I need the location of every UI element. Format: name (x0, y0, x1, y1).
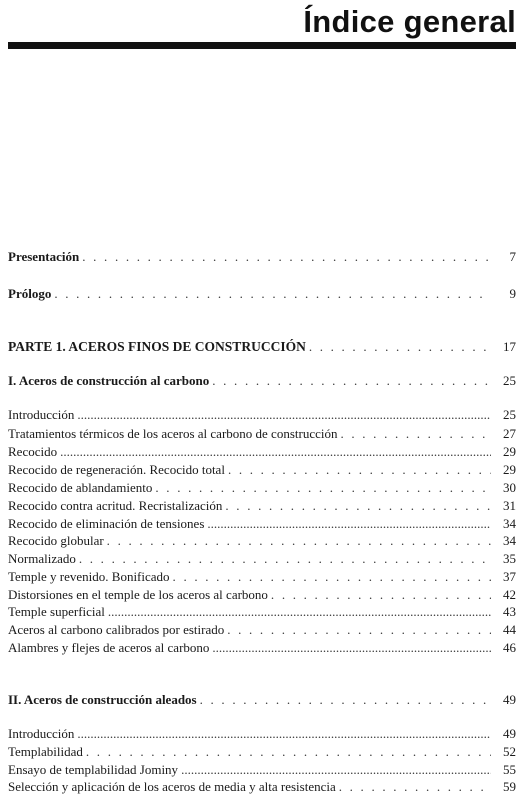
toc-entry-page: 27 (503, 426, 516, 441)
toc-entry[interactable] (8, 587, 516, 603)
toc-entry[interactable] (8, 569, 516, 585)
toc-entry-label: Temple superficial (8, 604, 105, 619)
dot-leader (212, 640, 491, 656)
toc-entry[interactable] (8, 551, 516, 567)
toc-entry-page: 37 (503, 569, 516, 584)
dot-leader (227, 622, 491, 638)
toc-entry-label: Temple y revenido. Bonificado (8, 569, 170, 584)
toc-entry[interactable] (8, 744, 516, 760)
toc-entry[interactable] (8, 762, 516, 778)
toc-entry-label: Recocido contra acritud. Recristalización (8, 498, 223, 513)
toc-entry-page: 9 (509, 286, 516, 301)
toc-entry-label: II. Aceros de construcción aleados (8, 692, 197, 707)
toc-entry-label: PARTE 1. ACEROS FINOS DE CONSTRUCCIÓN (8, 339, 306, 354)
toc-entry-page: 29 (503, 444, 516, 459)
dot-leader (200, 692, 491, 708)
dot-leader (54, 286, 491, 302)
dot-leader (77, 407, 491, 423)
toc-entry[interactable] (8, 426, 516, 442)
toc-entry-page: 43 (503, 604, 516, 619)
toc-entry-page: 52 (503, 744, 516, 759)
toc-entry-label: Recocido globular (8, 533, 104, 548)
dot-leader (271, 587, 491, 603)
toc-entry-page: 7 (509, 249, 516, 264)
header-rule (8, 42, 516, 49)
toc-entry-page: 31 (503, 498, 516, 513)
toc-entry-label: I. Aceros de construcción al carbono (8, 373, 210, 388)
toc-entry-page: 35 (503, 551, 516, 566)
dot-leader (82, 249, 491, 265)
toc-entry-page: 25 (503, 407, 516, 422)
dot-leader (86, 744, 491, 760)
toc-entry-label: Tratamientos térmicos de los aceros al carbono de construcción (8, 426, 338, 441)
dot-leader (107, 533, 491, 549)
toc-entry-label: Introducción (8, 407, 75, 422)
toc-entry[interactable] (8, 533, 516, 549)
dot-leader (77, 726, 491, 742)
toc-entry[interactable] (8, 480, 516, 496)
toc-entry-label: Templabilidad (8, 744, 83, 759)
toc-entry-label: Normalizado (8, 551, 76, 566)
toc-entry-page: 49 (503, 692, 516, 707)
toc-entry-page: 44 (503, 622, 516, 637)
toc-entry-page: 34 (503, 533, 516, 548)
dot-leader (340, 426, 491, 442)
toc-entry[interactable] (8, 498, 516, 514)
dot-leader (155, 480, 491, 496)
toc-entry[interactable] (8, 622, 516, 638)
toc-entry-page: 46 (503, 640, 516, 655)
page-title: Índice general (303, 4, 516, 39)
toc-entry[interactable] (8, 726, 516, 742)
toc-entry[interactable] (8, 604, 516, 620)
toc-entry-label: Prólogo (8, 286, 52, 301)
toc-entry-presentacion[interactable] (8, 249, 516, 265)
dot-leader (339, 779, 491, 795)
toc-entry[interactable] (8, 444, 516, 460)
toc-entry[interactable] (8, 407, 516, 423)
dot-leader (228, 462, 491, 478)
dot-leader (60, 444, 491, 460)
dot-leader (173, 569, 491, 585)
toc-entry-chapter-2[interactable] (8, 692, 516, 708)
toc-entry-label: Alambres y flejes de aceros al carbono (8, 640, 210, 655)
toc-entry-page: 29 (503, 462, 516, 477)
toc-entry-page: 17 (503, 339, 516, 354)
dot-leader (207, 516, 491, 532)
dot-leader (309, 339, 491, 355)
toc-entry-prologo[interactable] (8, 286, 516, 302)
toc-entry-page: 25 (503, 373, 516, 388)
toc-entry-label: Recocido de ablandamiento (8, 480, 153, 495)
toc-entry-page: 49 (503, 726, 516, 741)
toc-entry[interactable] (8, 779, 516, 795)
toc-entry-page: 42 (503, 587, 516, 602)
toc-entry-page: 34 (503, 516, 516, 531)
toc-entry[interactable] (8, 462, 516, 478)
dot-leader (108, 604, 491, 620)
toc-entry-label: Presentación (8, 249, 80, 264)
toc-entry-label: Distorsiones en el temple de los aceros al carbono (8, 587, 268, 602)
toc-entry-label: Ensayo de templabilidad Jominy (8, 762, 179, 777)
toc-entry-label: Recocido de eliminación de tensiones (8, 516, 205, 531)
dot-leader (181, 762, 491, 778)
toc-entry[interactable] (8, 516, 516, 532)
toc-entry-label: Selección y aplicación de los aceros de media y alta resistencia (8, 779, 336, 794)
toc-entry-label: Recocido (8, 444, 58, 459)
toc-entry[interactable] (8, 640, 516, 656)
toc-entry-label: Introducción (8, 726, 75, 741)
toc-entry-chapter-1[interactable] (8, 373, 516, 389)
toc-entry-label: Aceros al carbono calibrados por estirado (8, 622, 225, 637)
dot-leader (225, 498, 491, 514)
toc-entry-page: 55 (503, 762, 516, 777)
toc-entry-page: 30 (503, 480, 516, 495)
toc-entry-label: Recocido de regeneración. Recocido total (8, 462, 225, 477)
toc-entry-parte-1[interactable] (8, 339, 516, 355)
dot-leader (212, 373, 491, 389)
toc-entry-page: 59 (503, 779, 516, 794)
dot-leader (79, 551, 491, 567)
